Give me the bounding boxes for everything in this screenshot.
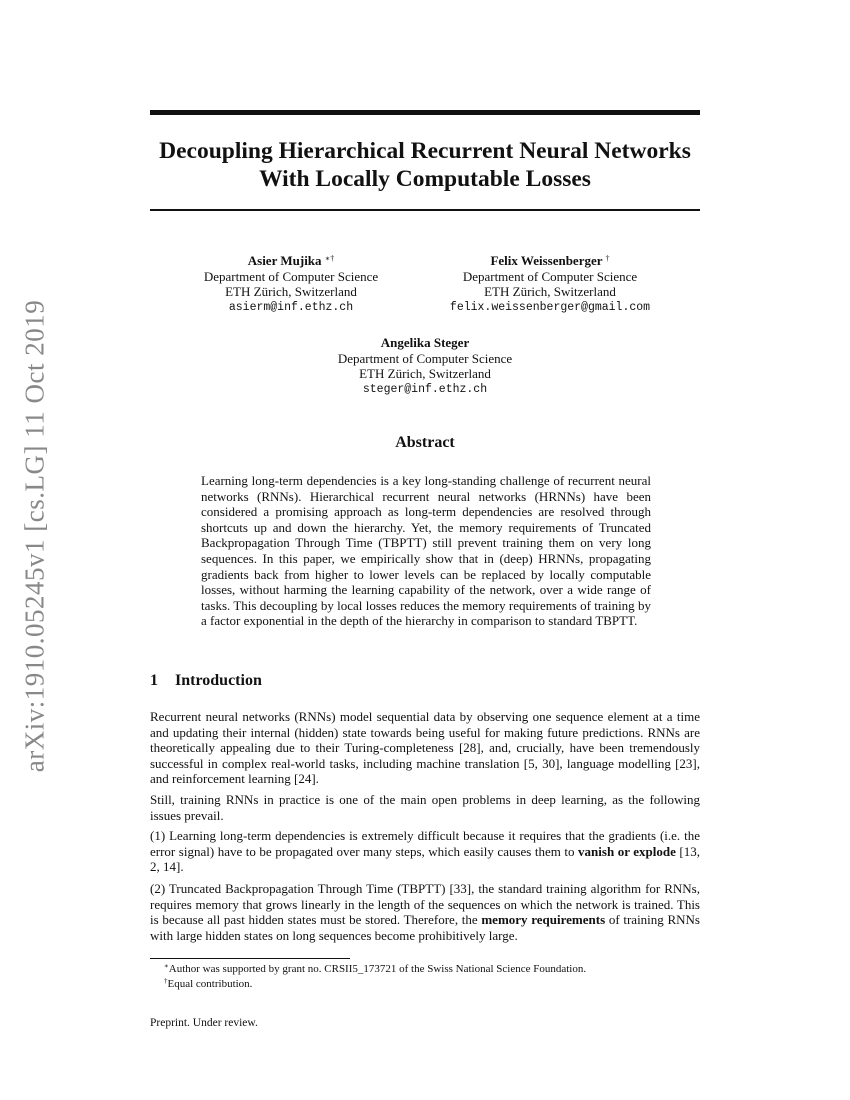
title-line-2: With Locally Computable Losses [259,166,591,192]
author-name: Angelika Steger [380,335,470,350]
author-affiliation: ETH Zürich, Switzerland [359,366,491,381]
author-department: Department of Computer Science [337,350,513,366]
emphasis-vanish-explode: vanish or explode [578,843,676,859]
author-mark: † [605,254,610,263]
author-department: Department of Computer Science [203,268,379,284]
intro-paragraph-4: (2) Truncated Backpropagation Through Time (TBPTT) [33], the standard training algorithm for RNNs, requires memory that grows linearly in the length of the sequences on which the network is trained. This is because all past hidden states must be stored. Therefore, the memory requirements of training RNNs with large hidden states on long sequences become prohibitively large. [150,881,700,943]
author-department: Department of Computer Science [462,268,638,284]
paper-title [150,137,700,193]
author-block-3 [300,335,550,397]
preprint-footer: Preprint. Under review. [150,1017,258,1029]
title-top-rule [150,110,700,115]
author-block-1 [191,251,391,315]
author-mark: ∗† [324,254,335,263]
arxiv-id: arXiv:1910.05245v1 [cs.LG] 11 Oct 2019 [19,299,50,773]
section-heading [150,672,262,690]
arxiv-stamp [10,296,60,776]
footnote-mark: ∗ [164,962,169,970]
intro-paragraph-3: (1) Learning long-term dependencies is extremely difficult because it requires that the gradients (i.e. the error signal) have to be propagated over many steps, which easily causes them to vanish or explode [13, 2, 14]. [150,828,700,875]
author-block-2 [425,251,675,315]
title-bottom-rule [150,209,700,211]
emphasis-memory-requirements: memory requirements [481,912,606,928]
footnote-rule [150,958,350,959]
footnote-1: ∗Author was supported by grant no. CRSII5_173721 of the Swiss National Science Foundation. [164,962,587,975]
footnote-2: †Equal contribution. [164,977,253,990]
author-affiliation: ETH Zürich, Switzerland [484,284,616,299]
intro-paragraph-2: Still, training RNNs in practice is one of the main open problems in deep learning, as the following issues prevail. [150,792,700,823]
author-email: felix.weissenberger@gmail.com [449,300,651,314]
abstract-body: Learning long-term dependencies is a key long-standing challenge of recurrent neural networks (RNNs). Hierarchical recurrent neural networks (HRNNs) have been considered a promising approach as long-term dependencies are resolved through shortcuts up and down the hierarchy. Yet, the memory requirements of Truncated Backpropagation Through Time (TBPTT) still prevent training them on very long sequences. In this paper, we empirically show that in (deep) HRNNs, propagating gradients back from higher to lower levels can be replaced by locally computable losses, without harming the learning capability of the network, over a wide range of tasks. This decoupling by local losses reduces the memory requirements of training by a factor exponential in the depth of the hierarchy in comparison to standard TBPTT. [201,473,651,629]
abstract-heading: Abstract [395,434,455,451]
author-affiliation: ETH Zürich, Switzerland [225,284,357,299]
title-line-1: Decoupling Hierarchical Recurrent Neural Networks [159,138,691,164]
author-email: steger@inf.ethz.ch [362,382,488,396]
author-email: asierm@inf.ethz.ch [228,300,354,314]
section-number: 1 [150,672,158,689]
section-title: Introduction [175,672,262,689]
author-name: Felix Weissenberger † [490,253,610,268]
author-name: Asier Mujika ∗† [247,253,335,268]
intro-paragraph-1: Recurrent neural networks (RNNs) model sequential data by observing one sequence element at a time and updating their internal (hidden) state towards being useful for making future predictions. RNNs are theoretically appealing due to their Turing-completeness [28], and, crucially, have been tremendously successful in complex real-world tasks, including machine translation [5, 30], language modelling [23], and reinforcement learning [24]. [150,709,700,787]
footnote-mark: † [164,977,168,985]
